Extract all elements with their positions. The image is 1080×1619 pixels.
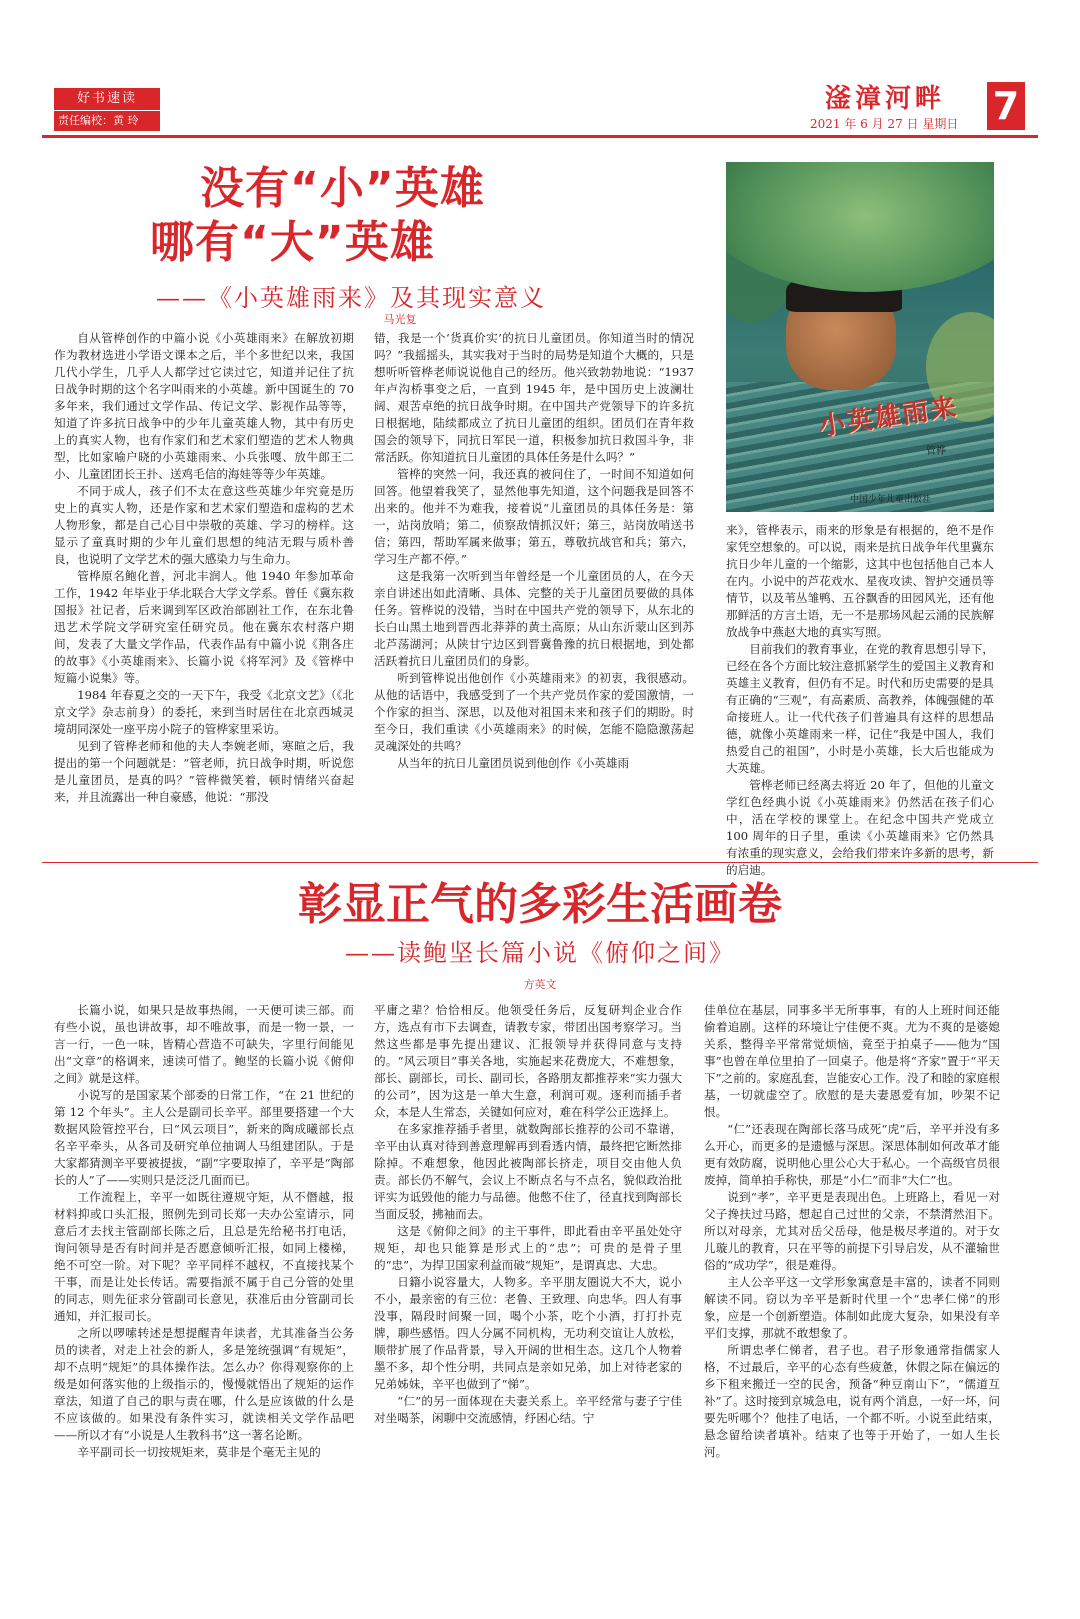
paragraph: 之所以啰嗦转述是想提醒青年读者，尤其准备当公务员的读者，对走上社会的新人，多是笼统强调“有规矩”，却不点明“规矩”的具体操作法。怎么办？你得观察你的上级是如何落实他的上级指示的，慢慢就悟出了规矩的运作章法，知道了自己的职与责在哪，什么是应该做的什么是不应该做的。如果没有条件实习，就读相关文学作品吧——所以才有“小说是人生教科书”这一著名论断。 — [54, 1326, 354, 1442]
paragraph: 佳单位在基层，同事多半无所事事，有的人上班时间还能偷着追剧。这样的环境让宁佳便不爽。尤为不爽的是婆媳关系，整得辛平常常觉烦恼，竟至于拍桌子——他为“国事”也曾在单位里拍了一回桌子。他是将“齐家”置于“平天下”之前的。家庭乱套，岂能安心工作。没了和睦的家庭根基，一切就虚空了。欣慰的是夫妻恩爱有加，吵架不记恨。 — [704, 1003, 1000, 1119]
paragraph: 说到“孝”，辛平更是表现出色。上班路上，看见一对父子搀扶过马路，想起自己过世的父亲，不禁潸然泪下。所以对母亲，尤其对岳父岳母，他是极尽孝道的。对于女儿璇儿的教育，只在平等的前提下引导启发，从不灌输世俗的“成功学”，很是难得。 — [704, 1190, 1000, 1272]
article2-column-2 — [374, 1002, 682, 1427]
paragraph: 主人公辛平这一文学形象寓意是丰富的，读者不同则解读不同。窃以为辛平是新时代里一个“忠孝仁悌”的形象，应是一个创新塑造。体制如此庞大复杂，如果没有辛平们支撑，那就不敢想象了。 — [704, 1275, 1000, 1340]
page-number: 7 — [987, 82, 1025, 130]
article1-title-line1: 没有“小”英雄 — [200, 163, 485, 214]
paragraph: 在多家推荐插手者里，就数陶部长推荐的公司不靠谱，辛平由认真对待到善意理解再到看透内情，最终把它断然排除掉。不难想象，他因此被陶部长挤走，项目交由他人负责。部长仍不解气，会议上不断点名与不点名，貌似政治批评实为诋毁他的能力与品德。他憋不住了，径直找到陶部长当面反驳，拂袖而去。 — [374, 1122, 682, 1221]
issue-date: 2021 年 6 月 27 日 星期日 — [810, 117, 959, 131]
paragraph: 辛平副司长一切按规矩来，莫非是个毫无主见的 — [77, 1445, 321, 1459]
paragraph: 从当年的抗日儿童团员说到他创作《小英雄雨 — [397, 756, 630, 770]
article1-column-2 — [374, 330, 694, 772]
header-rule — [42, 135, 1038, 138]
paragraph: 这是我第一次听到当年曾经是一个儿童团员的人，在今天亲自讲述出如此清晰、具体、完整的关于儿童团员要做的具体任务。管桦说的没错，当时在中国共产党的领导下，从东北的长白山黑土地到晋西北莽莽的黄土高原；从山东沂蒙山区到苏北芦荡湖河；从陕甘宁边区到晋冀鲁豫的抗日根据地，到处都活跃着抗日儿童团员们的身影。 — [374, 569, 694, 668]
paragraph: 平庸之辈？恰恰相反。他领受任务后，反复研判企业合作方，选点有市下去调查，请教专家，带团出国考察学习。当然这些都是事先提出建议、汇报领导并获得同意与支持的。“风云项目”事关各地，实施起来花费庞大，不难想象，部长、副部长，司长、副司长，各路朋友都推荐来“实力强大的公司”，因为这是一单大生意，利润可观。逐利而插手者众，本是人生常态，关键如何应对，难在科学公正选择上。 — [374, 1003, 682, 1119]
article2-author: 方英文 — [523, 978, 557, 991]
paragraph: 管桦原名鲍化普，河北丰润人。他 1940 年参加革命工作，1942 年毕业于华北联合大学文学系。曾任《冀东救国报》社记者，后来调到军区政治部剧社工作，在东北鲁迅艺术学院文学研究室任研究员。他在冀东农村落户期间，发表了大量文学作品，代表作品有中篇小说《荆各庄的故事》《小英雄雨来》、长篇小说《将军河》及《管桦中短篇小说集》等。 — [54, 569, 354, 685]
article1-column-1 — [54, 330, 354, 806]
paragraph: 1984 年春夏之交的一天下午，我受《北京文艺》（《北京文学》杂志前身）的委托，来到当时居住在北京西城灵境胡同深处一座平房小院子的管桦家里采访。 — [54, 688, 354, 736]
book-cover-image — [726, 162, 994, 512]
article1-subtitle: ——《小英雄雨来》及其现实意义 — [156, 284, 546, 312]
article1-title — [150, 162, 720, 270]
paragraph: 这是《俯仰之间》的主干事件，即此看由辛平虽处处守规矩，却也只能算是形式上的“忠”；可贵的是骨子里的“忠”，为捍卫国家利益而破“规矩”，是谓真忠、大忠。 — [374, 1224, 682, 1272]
cover-title: 小英雄雨来 — [817, 392, 960, 442]
paragraph: 工作流程上，辛平一如既往遵规守矩，从不僭越，报材料抑或口头汇报，照例先到司长郑一夫办公室请示，同意后才去找主管副部长陈之后，且总是先给秘书打电话，询问领导是否有时间并是否愿意倾听汇报，如同上楼梯，绝不可空一阶。对下呢？辛平同样不越权，不直接找某个干事，而是让处长传话。需要指派不属于自己分管的处里的同志，则先征求分管副司长意见，获准后由分管副司长通知，并汇报司长。 — [54, 1190, 354, 1323]
paragraph: 管桦的突然一问，我还真的被问住了，一时间不知道如何回答。他望着我笑了，显然他事先知道，这个问题我是回答不出来的。他并不为难我，接着说“儿童团员的具体任务是：第一，站岗放哨；第二，侦察敌情抓汉奸；第三，站岗放哨送书信；第四，帮助军属来做事；第五，尊敬抗战官和兵；第六，学习生产都不停。” — [374, 467, 694, 566]
article2-subtitle: ——读鲍坚长篇小说《俯仰之间》 — [345, 939, 735, 967]
paragraph: 自从管桦创作的中篇小说《小英雄雨来》在解放初期作为教材选进小学语文课本之后，半个多世纪以来，我国几代小学生，几乎人人都学过它读过它，知道并记住了抗日战争时期的这个名字叫雨来的小英雄。新中国诞生的 70 多年来，我们通过文学作品、传记文学、影视作品等等，知道了许多抗日战争中的少年儿童英雄人物，其中有历史上的真实人物，也有作家们和艺术家们塑造的艺术人物典型，比如家喻户晓的小英雄雨来、小兵张嘎、放牛郎王二小、儿童团团长王扑、送鸡毛信的海娃等等少年英雄。 — [54, 331, 354, 481]
paragraph: 长篇小说，如果只是故事热闹，一天便可读三部。而有些小说，虽也讲故事，却不唯故事，而是一物一景，一言一行，一色一味，皆精心营造不可缺失，字里行间能见出“文章”的格调来，速读可惜了。鲍坚的长篇小说《俯仰之间》就是这样。 — [54, 1003, 354, 1085]
cover-lotus-leaf — [726, 162, 994, 292]
section-name: 好书速读 — [76, 91, 137, 106]
paragraph: 错，我是一个‘货真价实’的抗日儿童团员。你知道当时的情况吗？”我摇摇头，其实我对于当时的局势是知道个大概的，只是想听听管桦老师说说他自己的经历。他兴致勃勃地说：“1937 年卢沟桥事变之后，一直到 1945 年，是中国历史上波澜壮阔、艰苦卓绝的抗日战争时期。在中国共产党领导下的许多抗日根据地，陆续都成立了抗日儿童团的组织。团员们在青年救国会的领导下，同抗日军民一道，积极参加抗日救国斗争，非常活跃。你知道抗日儿童团的具体任务是什么吗？” — [374, 331, 694, 464]
section-tag — [54, 88, 160, 131]
article1-title-line2: 哪有“大”英雄 — [150, 217, 435, 268]
paragraph: “仁”的另一面体现在夫妻关系上。辛平经常与妻子宁佳对坐喝茶，闲聊中交流感情，纾困心结。宁 — [374, 1394, 682, 1425]
paragraph: 所谓忠孝仁悌者，君子也。君子形象通常指儒家人格，不过最后，辛平的心态有些疲惫，休假之际在偏远的乡下租来搬迁一空的民舍，预备“种豆南山下”，“儒道互补”了。这时接到京城急电，说有两个消息，一好一坏，问要先听哪个？他挂了电话，一个都不听。小说至此结束，悬念留给读者填补。结束了也等于开始了，一如人生长河。 — [704, 1343, 1000, 1459]
article1-author: 马光复 — [383, 313, 417, 326]
section-divider — [42, 862, 1038, 863]
article2-title: 彰显正气的多彩生活画卷 — [298, 879, 782, 930]
paragraph: 日籍小说容量大，人物多。辛平朋友圈说大不大，说小不小，最亲密的有三位：老鲁、王致理、向忠华。四人有事没事，隔段时间聚一回，喝个小茶，吃个小酒，打打扑克牌，聊些感悟。四人分属不同机构，无功利交谊让人放松，顺带扩展了作品背景，导入开阔的世相生态。这几个人物着墨不多，却个性分明，共同点是亲如兄弟，加上对待老家的兄弟姊妹，辛平也做到了“悌”。 — [374, 1275, 682, 1391]
paragraph: 管桦老师已经离去将近 20 年了，但他的儿童文学红色经典小说《小英雄雨来》仍然活在孩子们心中，活在学校的课堂上。在纪念中国共产党成立 100 周年的日子里，重读《小英雄雨来》它仍然具有浓重的现实意义，会给我们带来许多新的思考，新的启迪。 — [726, 778, 994, 877]
paragraph: 听到管桦说出他创作《小英雄雨来》的初衷，我很感动。从他的话语中，我感受到了一个共产党员作家的爱国激情，一个作家的担当、深思，以及他对祖国未来和孩子们的期盼。时至今日，我们重读《小英雄雨来》的时候，怎能不隐隐激荡起灵魂深处的共鸣？ — [374, 671, 694, 753]
article2-column-3 — [704, 1002, 1000, 1461]
paragraph: 目前我们的教育事业，在党的教育思想引导下，已经在各个方面比较注意抓紧学生的爱国主义教育和英雄主义教育，但仍有不足。时代和历史需要的是具有正确的“三观”，有高素质、高教养，体魄强健的革命接班人。让一代代孩子们普遍具有这样的思想品德，就像小英雄雨来一样，记住“我是中国人，我们热爱自己的祖国”，小时是小英雄，长大后也能成为大英雄。 — [726, 642, 994, 775]
paragraph: 小说写的是国家某个部委的日常工作，“在 21 世纪的第 12 个年头”。主人公是副司长辛平。部里要搭建一个大数据风险管控平台，曰“风云项目”，新来的陶成曦部长点名辛平牵头，从各司及研究单位抽调人马组建团队。于是大家都猜测辛平要被提拔，“副”字要取掉了，辛平是“陶部长的人”了——实则只是泛泛几面而已。 — [54, 1088, 354, 1187]
masthead-title: 滏漳河畔 — [825, 84, 946, 114]
article2-column-1 — [54, 1002, 354, 1461]
article1-column-3 — [726, 522, 994, 879]
paragraph: 不同于成人，孩子们不太在意这些英雄少年究竟是历史上的真实人物，还是作家和艺术家们塑造和虚构的艺术人物形象，都是自己心目中崇敬的英雄、学习的榜样。这显示了童真时期的少年儿童们思想的纯洁无瑕与质朴善良，也说明了文学艺术的强大感染力与生命力。 — [54, 484, 354, 566]
cover-publisher: 中国少年儿童出版社 — [850, 495, 932, 505]
cover-author: 管桦 — [926, 446, 946, 457]
paragraph: 来》，管桦表示，雨来的形象是有根据的，绝不是作家凭空想象的。可以说，雨来是抗日战争年代里冀东抗日少年儿童的一个缩影，这其中也包括他自己本人在内。小说中的芦花戏水、星夜攻读、智护交通员等情节，以及苇丛雏鸭、五谷飘香的田园风光，还有他那鲜活的方言土语，无一不是那场风起云涌的民族解放战争中燕赵大地的真实写照。 — [726, 523, 994, 639]
paragraph: 见到了管桦老师和他的夫人李婉老师，寒暄之后，我提出的第一个问题就是：“管老师，抗日战争时期，听说您是儿童团员，是真的吗？”管桦微笑着，顿时情绪兴奋起来，并且流露出一种自豪感，他说：“那没 — [54, 739, 354, 804]
paragraph: “仁”还表现在陶部长落马成死“虎”后，辛平并没有多么开心，而更多的是遗憾与深思。深思体制如何改革才能更有效防腐，说明他心里公心大于私心。一个高级官员很废掉，简单拍手称快，那是“小仁”而非“大仁”也。 — [704, 1122, 1000, 1187]
editor-credit: 责任编校：黄 玲 — [54, 110, 160, 131]
